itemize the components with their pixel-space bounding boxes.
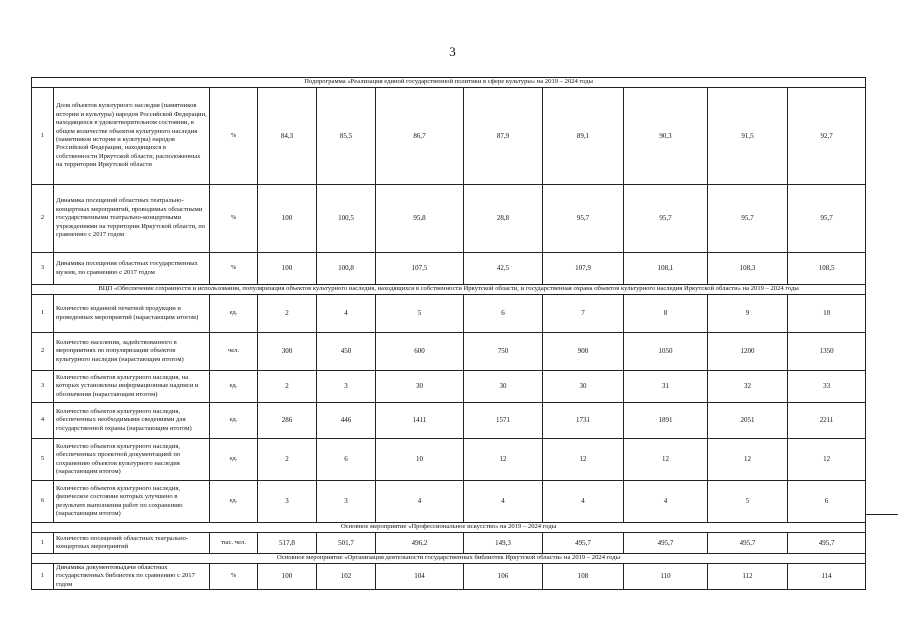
value-cell: 12 xyxy=(708,439,788,481)
value-cell: 95,8 xyxy=(376,185,464,253)
value-cell: 12 xyxy=(464,439,543,481)
indicator-name: Количество объектов культурного наследия, физическое состояние которых улучшено в результате выполнения работ по сохранению (нарастающим итогом) xyxy=(54,481,210,523)
unit: % xyxy=(210,564,258,590)
value-cell: 95,7 xyxy=(708,185,788,253)
value-cell: 1571 xyxy=(464,403,543,439)
value-cell: 106 xyxy=(464,564,543,590)
table-row xyxy=(32,564,866,590)
table-row xyxy=(32,185,866,253)
row-number: 3 xyxy=(32,371,54,403)
value-cell: 149,3 xyxy=(464,533,543,554)
section-title: ВЦП «Обеспечение сохранности и использования, популяризация объектов культурного наследия, находящихся в собственности Иркутской области, и государственная охрана объектов культурного наследия Иркутской области» на 2019 – 2024 годы xyxy=(32,285,866,295)
value-cell: 900 xyxy=(543,333,624,371)
row-number: 1 xyxy=(32,88,54,185)
value-cell: 1200 xyxy=(708,333,788,371)
value-cell: 31 xyxy=(624,371,708,403)
value-cell: 114 xyxy=(788,564,866,590)
value-cell: 2 xyxy=(258,295,317,333)
value-cell: 95,7 xyxy=(543,185,624,253)
value-cell: 7 xyxy=(543,295,624,333)
unit: % xyxy=(210,88,258,185)
table-row xyxy=(32,371,866,403)
value-cell: 30 xyxy=(543,371,624,403)
value-cell: 4 xyxy=(317,295,376,333)
value-cell: 112 xyxy=(708,564,788,590)
value-cell: 91,5 xyxy=(708,88,788,185)
value-cell: 5 xyxy=(708,481,788,523)
value-cell: 30 xyxy=(376,371,464,403)
value-cell: 108,3 xyxy=(708,253,788,285)
value-cell: 10 xyxy=(788,295,866,333)
value-cell: 2 xyxy=(258,439,317,481)
page-number: 3 xyxy=(449,44,456,59)
value-cell: 108,5 xyxy=(788,253,866,285)
value-cell: 100 xyxy=(258,253,317,285)
value-cell: 496,2 xyxy=(376,533,464,554)
value-cell: 89,1 xyxy=(543,88,624,185)
value-cell: 85,5 xyxy=(317,88,376,185)
table-row xyxy=(32,88,866,185)
indicators-table xyxy=(31,77,866,590)
value-cell: 4 xyxy=(543,481,624,523)
table-rule-extension xyxy=(865,514,898,515)
value-cell: 2 xyxy=(258,371,317,403)
value-cell: 4 xyxy=(464,481,543,523)
value-cell: 446 xyxy=(317,403,376,439)
value-cell: 750 xyxy=(464,333,543,371)
value-cell: 6 xyxy=(317,439,376,481)
value-cell: 1891 xyxy=(624,403,708,439)
value-cell: 102 xyxy=(317,564,376,590)
table-row xyxy=(32,295,866,333)
table-row xyxy=(32,333,866,371)
value-cell: 4 xyxy=(376,481,464,523)
unit: ед. xyxy=(210,295,258,333)
value-cell: 501,7 xyxy=(317,533,376,554)
value-cell: 107,5 xyxy=(376,253,464,285)
unit: ед. xyxy=(210,371,258,403)
value-cell: 1411 xyxy=(376,403,464,439)
section-header xyxy=(32,285,866,295)
value-cell: 2051 xyxy=(708,403,788,439)
value-cell: 12 xyxy=(624,439,708,481)
value-cell: 495,7 xyxy=(788,533,866,554)
row-number: 3 xyxy=(32,253,54,285)
table-row xyxy=(32,533,866,554)
indicator-name: Динамика посещений областных театрально-концертных мероприятий, проводимых областными государственными театрально-концертными учреждениями на территории Иркутской области, по сравнению с 2017 годом xyxy=(54,185,210,253)
unit: ед. xyxy=(210,439,258,481)
value-cell: 5 xyxy=(376,295,464,333)
table-row xyxy=(32,253,866,285)
unit: тыс. чел. xyxy=(210,533,258,554)
row-number: 4 xyxy=(32,403,54,439)
row-number: 2 xyxy=(32,333,54,371)
value-cell: 4 xyxy=(624,481,708,523)
value-cell: 9 xyxy=(708,295,788,333)
value-cell: 33 xyxy=(788,371,866,403)
indicator-name: Количество населения, задействованного в мероприятиях по популяризации объектов культурного наследия (нарастающим итогом) xyxy=(54,333,210,371)
value-cell: 90,3 xyxy=(624,88,708,185)
section-title: Основное мероприятие «Профессиональное искусство» на 2019 – 2024 годы xyxy=(32,523,866,533)
value-cell: 10 xyxy=(376,439,464,481)
unit: % xyxy=(210,185,258,253)
unit: % xyxy=(210,253,258,285)
indicator-name: Количество объектов культурного наследия, обеспеченных необходимыми сведениями для государственной охраны (нарастающим итогом) xyxy=(54,403,210,439)
value-cell: 495,7 xyxy=(708,533,788,554)
table-row xyxy=(32,439,866,481)
row-number: 6 xyxy=(32,481,54,523)
value-cell: 30 xyxy=(464,371,543,403)
value-cell: 3 xyxy=(317,371,376,403)
unit: ед. xyxy=(210,481,258,523)
section-header xyxy=(32,554,866,564)
indicator-name: Динамика посещения областных государственных музеев, по сравнению с 2017 годом xyxy=(54,253,210,285)
row-number: 5 xyxy=(32,439,54,481)
value-cell: 95,7 xyxy=(624,185,708,253)
value-cell: 495,7 xyxy=(543,533,624,554)
table-body xyxy=(32,78,866,590)
section-title: Подпрограмма «Реализация единой государственной политики в сфере культуры» на 2019 – 2024 годы xyxy=(32,78,866,88)
value-cell: 2211 xyxy=(788,403,866,439)
value-cell: 6 xyxy=(464,295,543,333)
value-cell: 86,7 xyxy=(376,88,464,185)
value-cell: 84,3 xyxy=(258,88,317,185)
value-cell: 108 xyxy=(543,564,624,590)
value-cell: 1731 xyxy=(543,403,624,439)
table-row xyxy=(32,481,866,523)
indicator-name: Количество объектов культурного наследия, обеспеченных проектной документацией по сохранению объектов культурного наследия (нарастающим итогом) xyxy=(54,439,210,481)
value-cell: 108,1 xyxy=(624,253,708,285)
section-header xyxy=(32,523,866,533)
row-number: 1 xyxy=(32,564,54,590)
section-title: Основное мероприятие «Организация деятельности государственных библиотек Иркутской области» на 2019 – 2024 годы xyxy=(32,554,866,564)
row-number: 1 xyxy=(32,295,54,333)
value-cell: 100,8 xyxy=(317,253,376,285)
table-row xyxy=(32,403,866,439)
indicator-name: Динамика документовыдачи областных государственных библиотек по сравнению с 2017 годом xyxy=(54,564,210,590)
value-cell: 6 xyxy=(788,481,866,523)
value-cell: 450 xyxy=(317,333,376,371)
value-cell: 600 xyxy=(376,333,464,371)
unit: чел. xyxy=(210,333,258,371)
indicator-name: Количество посещений областных театрально-концертных мероприятий xyxy=(54,533,210,554)
value-cell: 8 xyxy=(624,295,708,333)
value-cell: 100 xyxy=(258,564,317,590)
value-cell: 32 xyxy=(708,371,788,403)
value-cell: 286 xyxy=(258,403,317,439)
value-cell: 12 xyxy=(788,439,866,481)
value-cell: 517,8 xyxy=(258,533,317,554)
value-cell: 1050 xyxy=(624,333,708,371)
indicator-name: Доля объектов культурного наследия (памятников истории и культуры) народов Российской Федерации, находящихся в удовлетворительном состоянии, в общем количестве объектов культурного наследия (памятников истории и культуры) народов Российской Федерации, находящихся в собственности Иркутской области, расположенных на территории Иркутской области xyxy=(54,88,210,185)
row-number: 2 xyxy=(32,185,54,253)
value-cell: 110 xyxy=(624,564,708,590)
value-cell: 1350 xyxy=(788,333,866,371)
value-cell: 3 xyxy=(258,481,317,523)
value-cell: 100 xyxy=(258,185,317,253)
section-header xyxy=(32,78,866,88)
value-cell: 107,9 xyxy=(543,253,624,285)
indicator-name: Количество изданной печатной продукции и проведенных мероприятий (нарастающим итогом) xyxy=(54,295,210,333)
indicator-name: Количество объектов культурного наследия, на которых установлены информационные надписи и обозначения (нарастающим итогом) xyxy=(54,371,210,403)
value-cell: 92,7 xyxy=(788,88,866,185)
value-cell: 95,7 xyxy=(788,185,866,253)
value-cell: 100,5 xyxy=(317,185,376,253)
value-cell: 87,9 xyxy=(464,88,543,185)
value-cell: 42,5 xyxy=(464,253,543,285)
value-cell: 495,7 xyxy=(624,533,708,554)
value-cell: 300 xyxy=(258,333,317,371)
value-cell: 28,8 xyxy=(464,185,543,253)
row-number: 1 xyxy=(32,533,54,554)
value-cell: 104 xyxy=(376,564,464,590)
unit: ед. xyxy=(210,403,258,439)
value-cell: 12 xyxy=(543,439,624,481)
value-cell: 3 xyxy=(317,481,376,523)
